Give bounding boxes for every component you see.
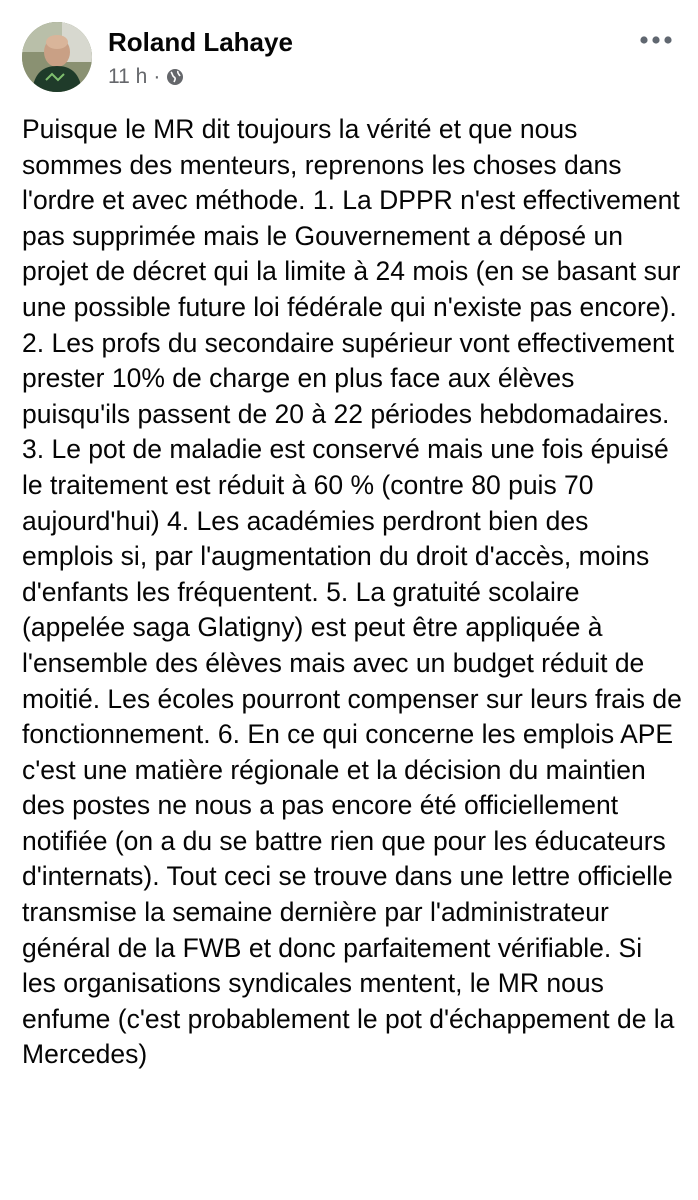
more-options-icon[interactable] — [634, 22, 678, 58]
post-text: Puisque le MR dit toujours la vérité et que nous sommes des menteurs, reprenons les choses dans l'ordre et avec méthode. 1. La DPPR n'est effectivement pas supprimée mais le Gouvernement a déposé un projet de décret qui la limite à 24 mois (en se basant sur une possible future loi fédérale qui n'existe pas encore). 2. Les profs du secondaire supérieur vont effectivement prester 10% de charge en plus face aux élèves puisqu'ils passent de 20 à 22 périodes hebdomadaires. 3. Le pot de maladie est conservé mais une fois épuisé le traitement est réduit à 60 % (contre 80 puis 70 aujourd'hui) 4. Les académies perdront bien des emplois si, par l'augmentation du droit d'accès, moins d'enfants les fréquentent. 5. La gratuité scolaire (appelée saga Glatigny) est peut être appliquée à l'ensemble des élèves mais avec un budget réduit de moitié. Les écoles pourront compenser sur leurs frais de fonctionnement. 6. En ce qui concerne les emplois APE c'est une matière régionale et la décision du maintien des postes ne nous a pas encore été officiellement notifiée (on a du se battre rien que pour les éducateurs d'internats). Tout ceci se trouve dans une lettre officielle transmise la semaine dernière par l'administrateur général de la FWB et donc parfaitement vérifiable. Si les organisations syndicales mentent, le MR nous enfume (c'est probablement le pot d'échappement de la Mercedes) — [22, 114, 682, 1070]
globe-icon[interactable] — [166, 68, 184, 86]
post-header — [22, 22, 678, 96]
post-meta — [108, 65, 184, 89]
avatar[interactable] — [22, 22, 92, 92]
meta-separator: · — [153, 65, 161, 88]
post-timestamp[interactable]: 11 h — [108, 65, 148, 88]
author-name[interactable]: Roland Lahaye — [108, 27, 293, 57]
avatar-photo — [22, 22, 92, 92]
